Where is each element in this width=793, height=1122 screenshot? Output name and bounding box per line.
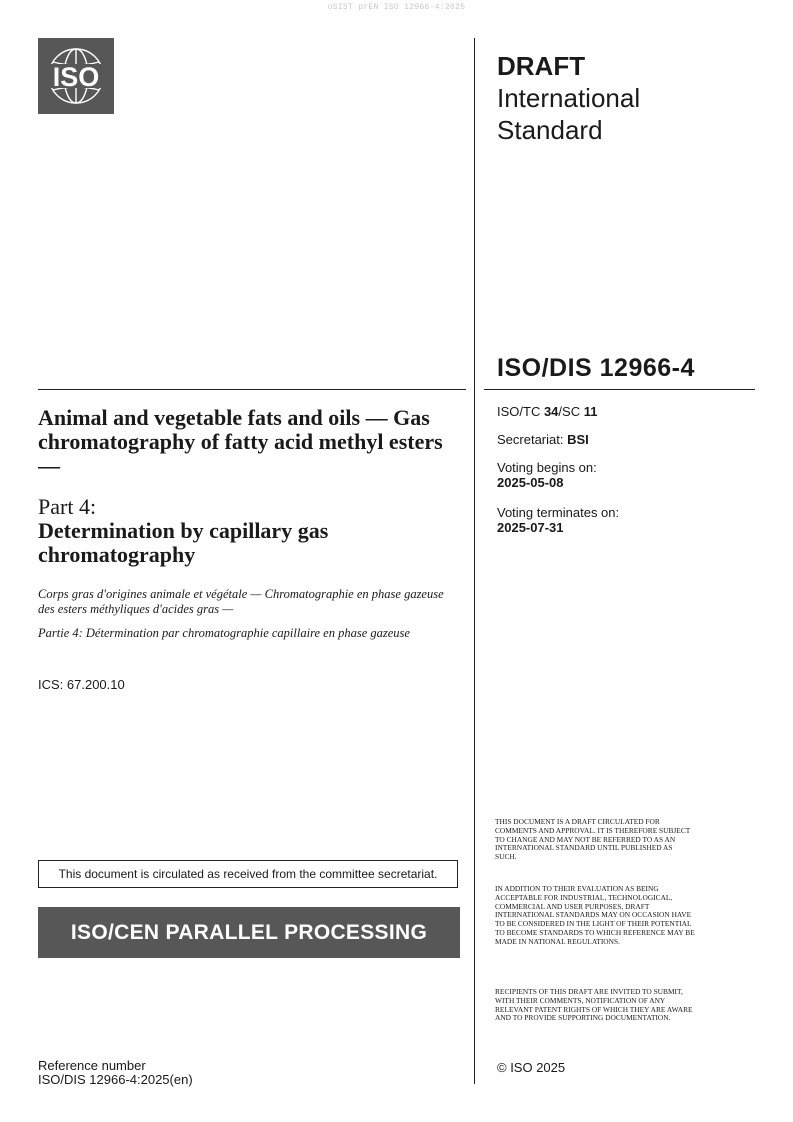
reference-block — [38, 1059, 193, 1087]
draft-line-2: International — [497, 83, 641, 113]
draft-heading — [497, 50, 640, 146]
watermark: oSIST prEN ISO 12966-4:2025 — [327, 3, 466, 12]
logo-text: ISO — [52, 62, 100, 92]
column-divider — [474, 38, 475, 1084]
left-rule — [38, 389, 466, 390]
draft-label: DRAFT — [497, 51, 586, 81]
reference-label: Reference number — [38, 1058, 146, 1073]
tc-prefix: ISO/TC — [497, 404, 544, 419]
document-title: Animal and vegetable fats and oils — Gas chromatography of fatty acid methyl esters — — [38, 405, 443, 478]
voting-terminates-label: Voting terminates on: — [497, 505, 620, 520]
reference-number: ISO/DIS 12966-4:2025(en) — [38, 1072, 193, 1087]
voting-terminates-date: 2025-07-31 — [497, 520, 564, 535]
iso-logo — [38, 38, 114, 114]
draft-notice-3: RECIPIENTS OF THIS DRAFT ARE INVITED TO SUBMIT, WITH THEIR COMMENTS, NOTIFICATION OF ANY RELEVANT PATENT RIGHTS OF WHICH THEY ARE AWARE AND TO PROVIDE SUPPORTING DOCUMENTATION. — [495, 987, 693, 1023]
copyright: © ISO 2025 — [497, 1060, 566, 1075]
ics-code: ICS: 67.200.10 — [38, 677, 125, 692]
circulation-note: This document is circulated as received from the committee secretariat. — [38, 860, 458, 888]
committee-line — [497, 404, 597, 419]
draft-line-3: Standard — [497, 115, 603, 145]
draft-notice-1: THIS DOCUMENT IS A DRAFT CIRCULATED FOR COMMENTS AND APPROVAL. IT IS THEREFORE SUBJECT TO CHANGE AND MAY NOT BE REFERRED TO AS AN INTERNATIONAL STANDARD UNTIL PUBLISHED AS SUCH. — [495, 817, 691, 862]
secretariat-label: Secretariat: — [497, 432, 568, 447]
tc-number: 34 — [543, 404, 559, 419]
voting-begins-date: 2025-05-08 — [497, 475, 564, 490]
right-rule — [484, 389, 755, 390]
iso-globe-logo-icon — [38, 38, 114, 114]
french-part-title: Partie 4: Détermination par chromatographie capillaire en phase gazeuse — [38, 626, 410, 640]
secretariat-line — [497, 432, 589, 447]
standard-id: ISO/DIS 12966-4 — [497, 354, 695, 382]
french-title: Corps gras d'origines animale et végétale — Chromatographie en phase gazeuse des esters méthyliques d'acides gras — — [38, 587, 444, 616]
part-label: Part 4: — [38, 494, 97, 519]
secretariat-value: BSI — [567, 432, 589, 447]
draft-notice-2: IN ADDITION TO THEIR EVALUATION AS BEING ACCEPTABLE FOR INDUSTRIAL, TECHNOLOGICAL, COMMERCIAL AND USER PURPOSES, DRAFT INTERNATIONAL STANDARDS MAY ON OCCASION HAVE TO BE CONSIDERED IN THE LIGHT OF THEIR POTENTIAL TO BECOME STANDARDS TO WHICH REFERENCE MAY BE MADE IN NATIONAL REGULATIONS. — [495, 884, 695, 946]
voting-begins — [497, 460, 597, 490]
part-title: Determination by capillary gas chromatography — [38, 518, 329, 567]
sc-prefix: /SC — [558, 404, 584, 419]
sc-number: 11 — [583, 404, 598, 419]
voting-terminates — [497, 505, 619, 535]
parallel-processing-banner: ISO/CEN PARALLEL PROCESSING — [38, 907, 460, 958]
voting-begins-label: Voting begins on: — [497, 460, 597, 475]
